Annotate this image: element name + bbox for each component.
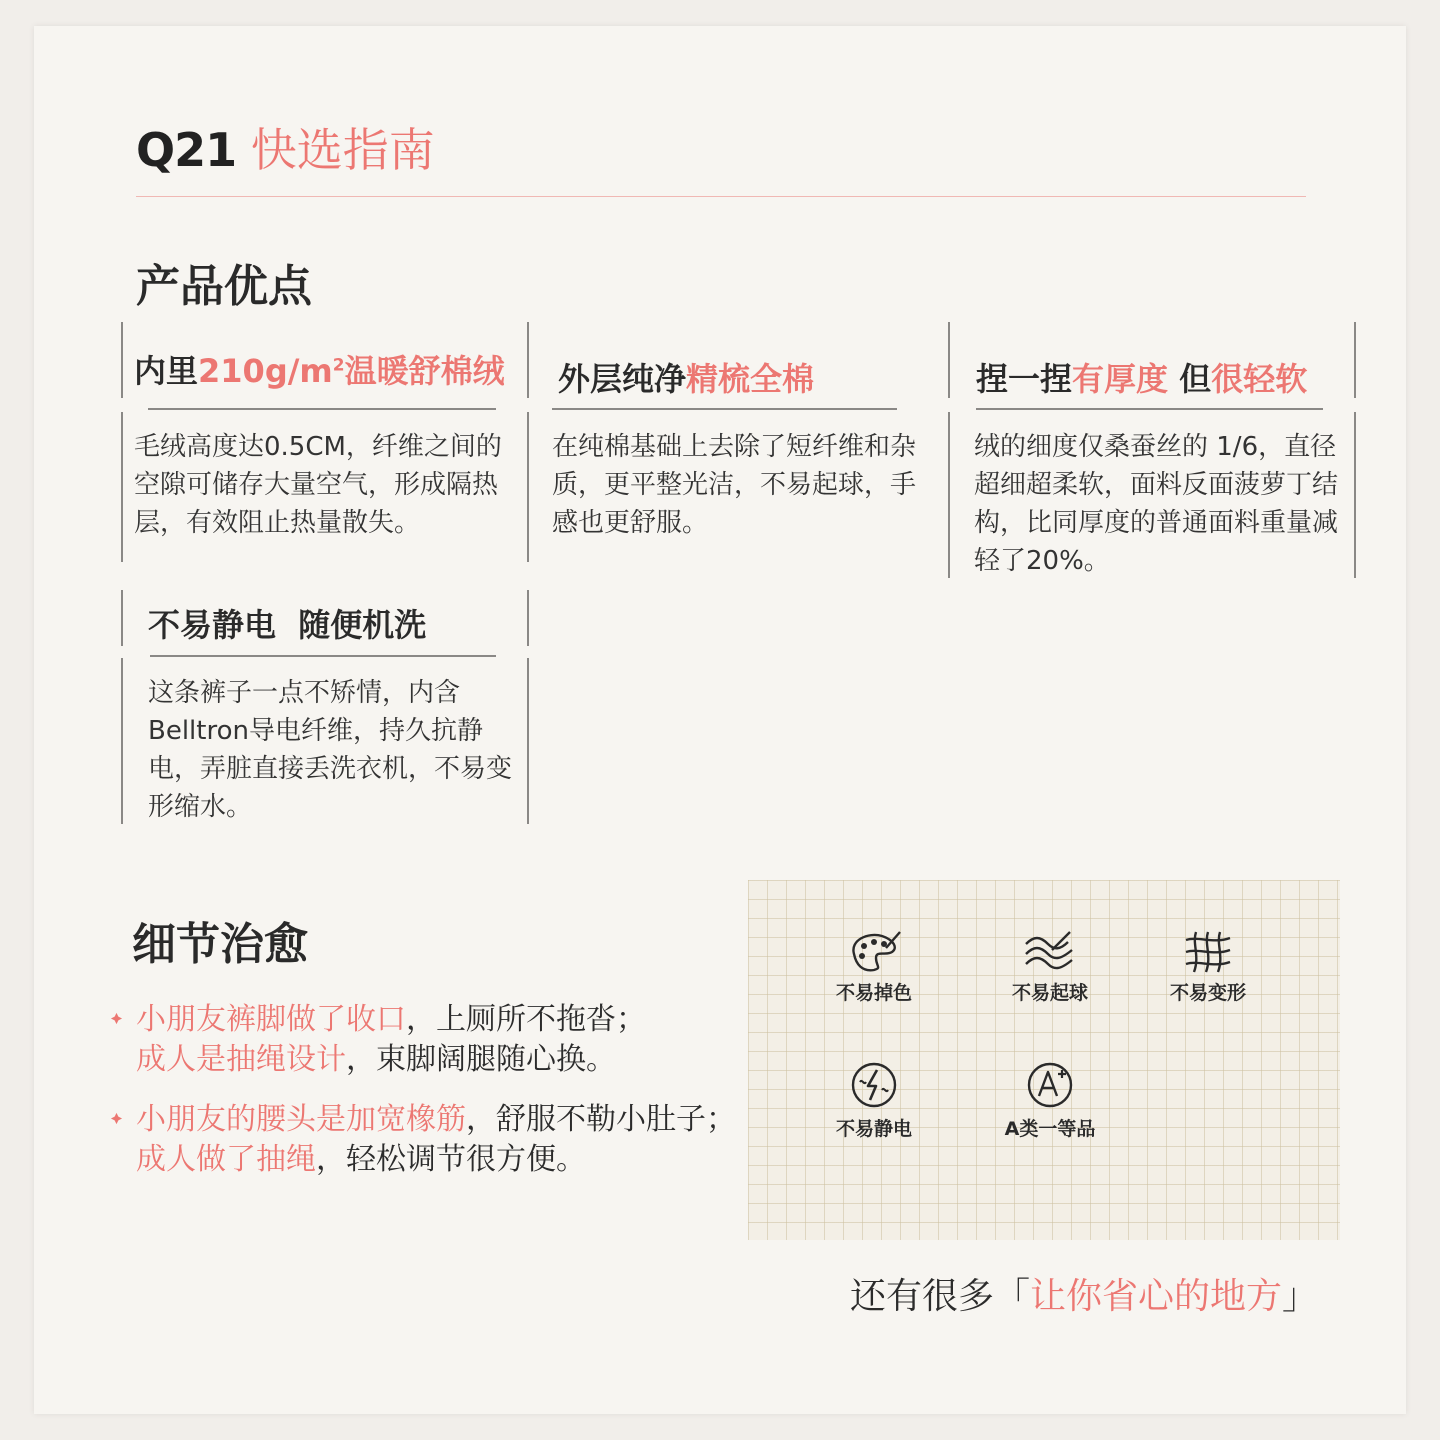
list-item: [110, 1100, 736, 1180]
static-icon: [846, 1060, 902, 1110]
footer-highlight: 让你省心的地方: [1029, 1276, 1282, 1317]
card-border: [121, 590, 123, 646]
detail-text: ，轻松调节很方便。: [316, 1142, 586, 1177]
grade-a-icon: [1022, 1060, 1078, 1110]
card-border: [527, 412, 529, 562]
card-body: 绒的细度仅桑蚕丝的 1/6，直径超细超柔软，面料反面菠萝丁结构，比同厚度的普通面料重量减轻了20%。: [974, 432, 1339, 576]
card-divider: [976, 408, 1323, 410]
feature-item: [990, 1060, 1110, 1141]
heading-superscript: 2: [332, 355, 345, 376]
footer-bracket: 「: [993, 1276, 1030, 1317]
card-border: [948, 412, 950, 578]
card-border: [121, 322, 123, 398]
heading-text: 内里: [134, 352, 199, 390]
feature-item: [814, 928, 934, 1005]
heading-highlight: 210g/m: [198, 352, 333, 390]
detail-highlight: 小朋友裤脚做了收口: [136, 1002, 406, 1037]
footer-text: 还有很多: [849, 1276, 994, 1317]
card-border: [948, 322, 950, 398]
page-title: [136, 118, 435, 182]
detail-text: ，舒服不勒小肚子；: [466, 1102, 736, 1137]
feature-label: 不易掉色: [835, 982, 912, 1004]
card-heading: [558, 354, 814, 400]
detail-highlight: 成人做了抽绳: [136, 1142, 316, 1177]
detail-text: ，上厕所不拖沓；: [406, 1002, 646, 1037]
feature-label: A类一等品: [1004, 1118, 1096, 1140]
footer-tagline: [850, 1268, 1318, 1319]
waves-icon: [1022, 928, 1078, 974]
advantages-heading: 产品优点: [136, 261, 312, 312]
card-border: [527, 590, 529, 646]
card-border: [527, 658, 529, 824]
heading-highlight: 很轻软: [1211, 360, 1308, 398]
card-divider: [148, 408, 496, 410]
card-body: 这条裤子一点不矫情，内含Belltron导电纤维，持久抗静电，弄脏直接丢洗衣机，不易变形缩水。: [148, 678, 513, 822]
feature-item: [814, 1060, 934, 1141]
card-heading: [134, 346, 505, 392]
card-border: [1354, 322, 1356, 398]
weave-icon: [1180, 928, 1236, 974]
heading-text: 捏一捏: [976, 360, 1073, 398]
card-body: 在纯棉基础上去除了短纤维和杂质，更平整光洁，不易起球，手感也更舒服。: [552, 432, 917, 538]
bullet-icon: [110, 1012, 123, 1025]
card-heading: 不易静电 随便机洗: [148, 606, 427, 644]
card-border: [1354, 412, 1356, 578]
detail-text: ，束脚阔腿随心换。: [346, 1042, 616, 1077]
title-subtitle: 快选指南: [250, 123, 435, 177]
title-divider: [136, 196, 1306, 197]
bullet-icon: [110, 1112, 123, 1125]
card-border: [121, 658, 123, 824]
card-border: [527, 322, 529, 398]
feature-item: [1148, 928, 1268, 1005]
card-body: 毛绒高度达0.5CM，纤维之间的空隙可储存大量空气，形成隔热层，有效阻止热量散失。: [134, 432, 502, 538]
heading-text: 但: [1168, 360, 1212, 398]
heading-text: 外层纯净: [558, 360, 687, 398]
card-heading: [976, 354, 1307, 400]
heading-highlight: 精梳全棉: [686, 360, 815, 398]
card-border: [121, 412, 123, 562]
detail-highlight: 成人是抽绳设计: [136, 1042, 346, 1077]
model-name: Q21: [136, 123, 237, 177]
feature-label: 不易变形: [1169, 982, 1246, 1004]
card-divider: [150, 655, 496, 657]
palette-icon: [846, 928, 902, 974]
heading-highlight: 有厚度: [1072, 360, 1169, 398]
card-divider: [552, 408, 897, 410]
list-item: [110, 1000, 646, 1080]
detail-highlight: 小朋友的腰头是加宽橡筋: [136, 1102, 466, 1137]
feature-label: 不易静电: [835, 1118, 912, 1140]
heading-highlight: 温暖舒棉绒: [344, 352, 505, 390]
details-heading: 细节治愈: [132, 919, 308, 970]
features-grid: [748, 880, 1340, 1240]
feature-item: [990, 928, 1110, 1005]
feature-label: 不易起球: [1011, 982, 1088, 1004]
footer-bracket: 」: [1281, 1276, 1318, 1317]
